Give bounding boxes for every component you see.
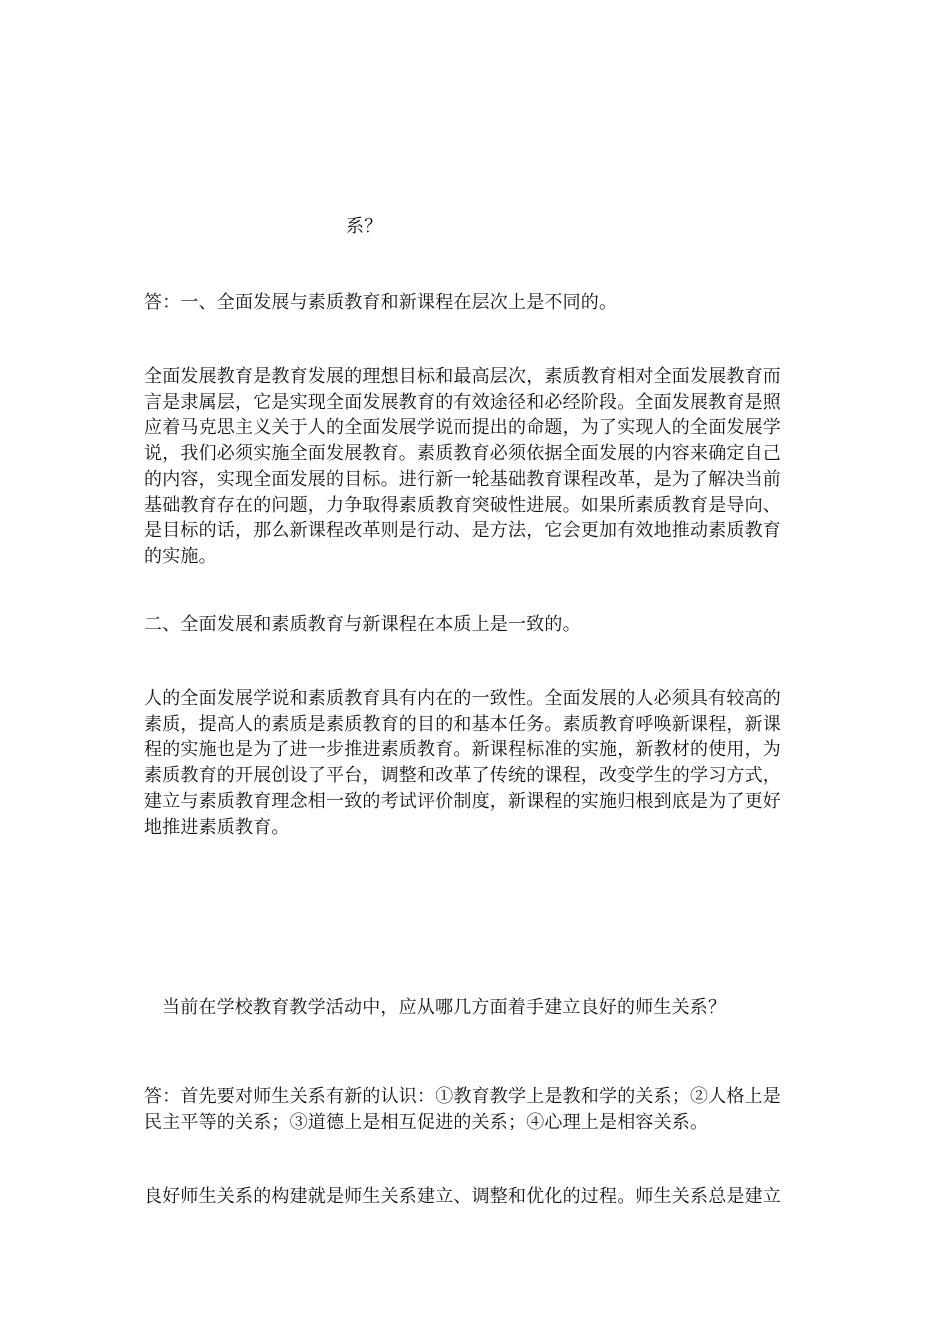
question-heading-2: 当前在学校教育教学活动中，应从哪几方面着手建立良好的师生关系？ (162, 997, 727, 1018)
answer-2-line: 民主平等的关系；③道德上是相互促进的关系；④心理上是相容关系。 (144, 1111, 709, 1133)
paragraph-1 (144, 364, 814, 570)
answer-2-line: 答：首先要对师生关系有新的认识：①教育教学上是教和学的关系；②人格上是 (144, 1086, 781, 1107)
answer-heading-1: 答：一、全面发展与素质教育和新课程在层次上是不同的。 (144, 292, 618, 313)
paragraph-1-line: 说，我们必须实施全面发展教育。素质教育必须依据全面发展的内容来确定自己 (144, 443, 781, 465)
paragraph-2 (144, 686, 814, 840)
paragraph-1-line: 的实施。 (144, 545, 217, 567)
paragraph-2-line: 素质教育的开展创设了平台，调整和改革了传统的课程，改变学生的学习方式， (144, 765, 781, 787)
paragraph-1-line: 基础教育存在的问题，力争取得素质教育突破性进展。如果所素质教育是导向、 (144, 494, 781, 516)
question-fragment: 系？ (346, 216, 383, 237)
paragraph-1-line: 全面发展教育是教育发展的理想目标和最高层次，素质教育相对全面发展教育而 (144, 366, 781, 387)
paragraph-2-line: 人的全面发展学说和素质教育具有内在的一致性。全面发展的人必须具有较高的 (144, 688, 781, 709)
paragraph-2-line: 建立与素质教育理念相一致的考试评价制度，新课程的实施归根到底是为了更好 (144, 790, 781, 812)
paragraph-1-line: 应着马克思主义关于人的全面发展学说而提出的命题，为了实现人的全面发展学 (144, 417, 781, 439)
paragraph-1-line: 是目标的话，那么新课程改革则是行动、是方法，它会更加有效地推动素质教育 (144, 520, 781, 542)
paragraph-2-line: 素质，提高人的素质是素质教育的目的和基本任务。素质教育呼唤新课程，新课 (144, 713, 781, 735)
paragraph-1-line: 言是隶属层，它是实现全面发展教育的有效途径和必经阶段。全面发展教育是照 (144, 391, 781, 413)
answer-paragraph-2 (144, 1084, 814, 1135)
paragraph-1-line: 的内容，实现全面发展的目标。进行新一轮基础教育课程改革，是为了解决当前 (144, 468, 781, 490)
paragraph-3-line: 良好师生关系的构建就是师生关系建立、调整和优化的过程。师生关系总是建立 (144, 1186, 781, 1207)
paragraph-2-line: 程的实施也是为了进一步推进素质教育。新课程标准的实施，新教材的使用，为 (144, 739, 781, 761)
paragraph-2-line: 地推进素质教育。 (144, 816, 290, 838)
point-2-heading: 二、全面发展和素质教育与新课程在本质上是一致的。 (144, 614, 581, 635)
